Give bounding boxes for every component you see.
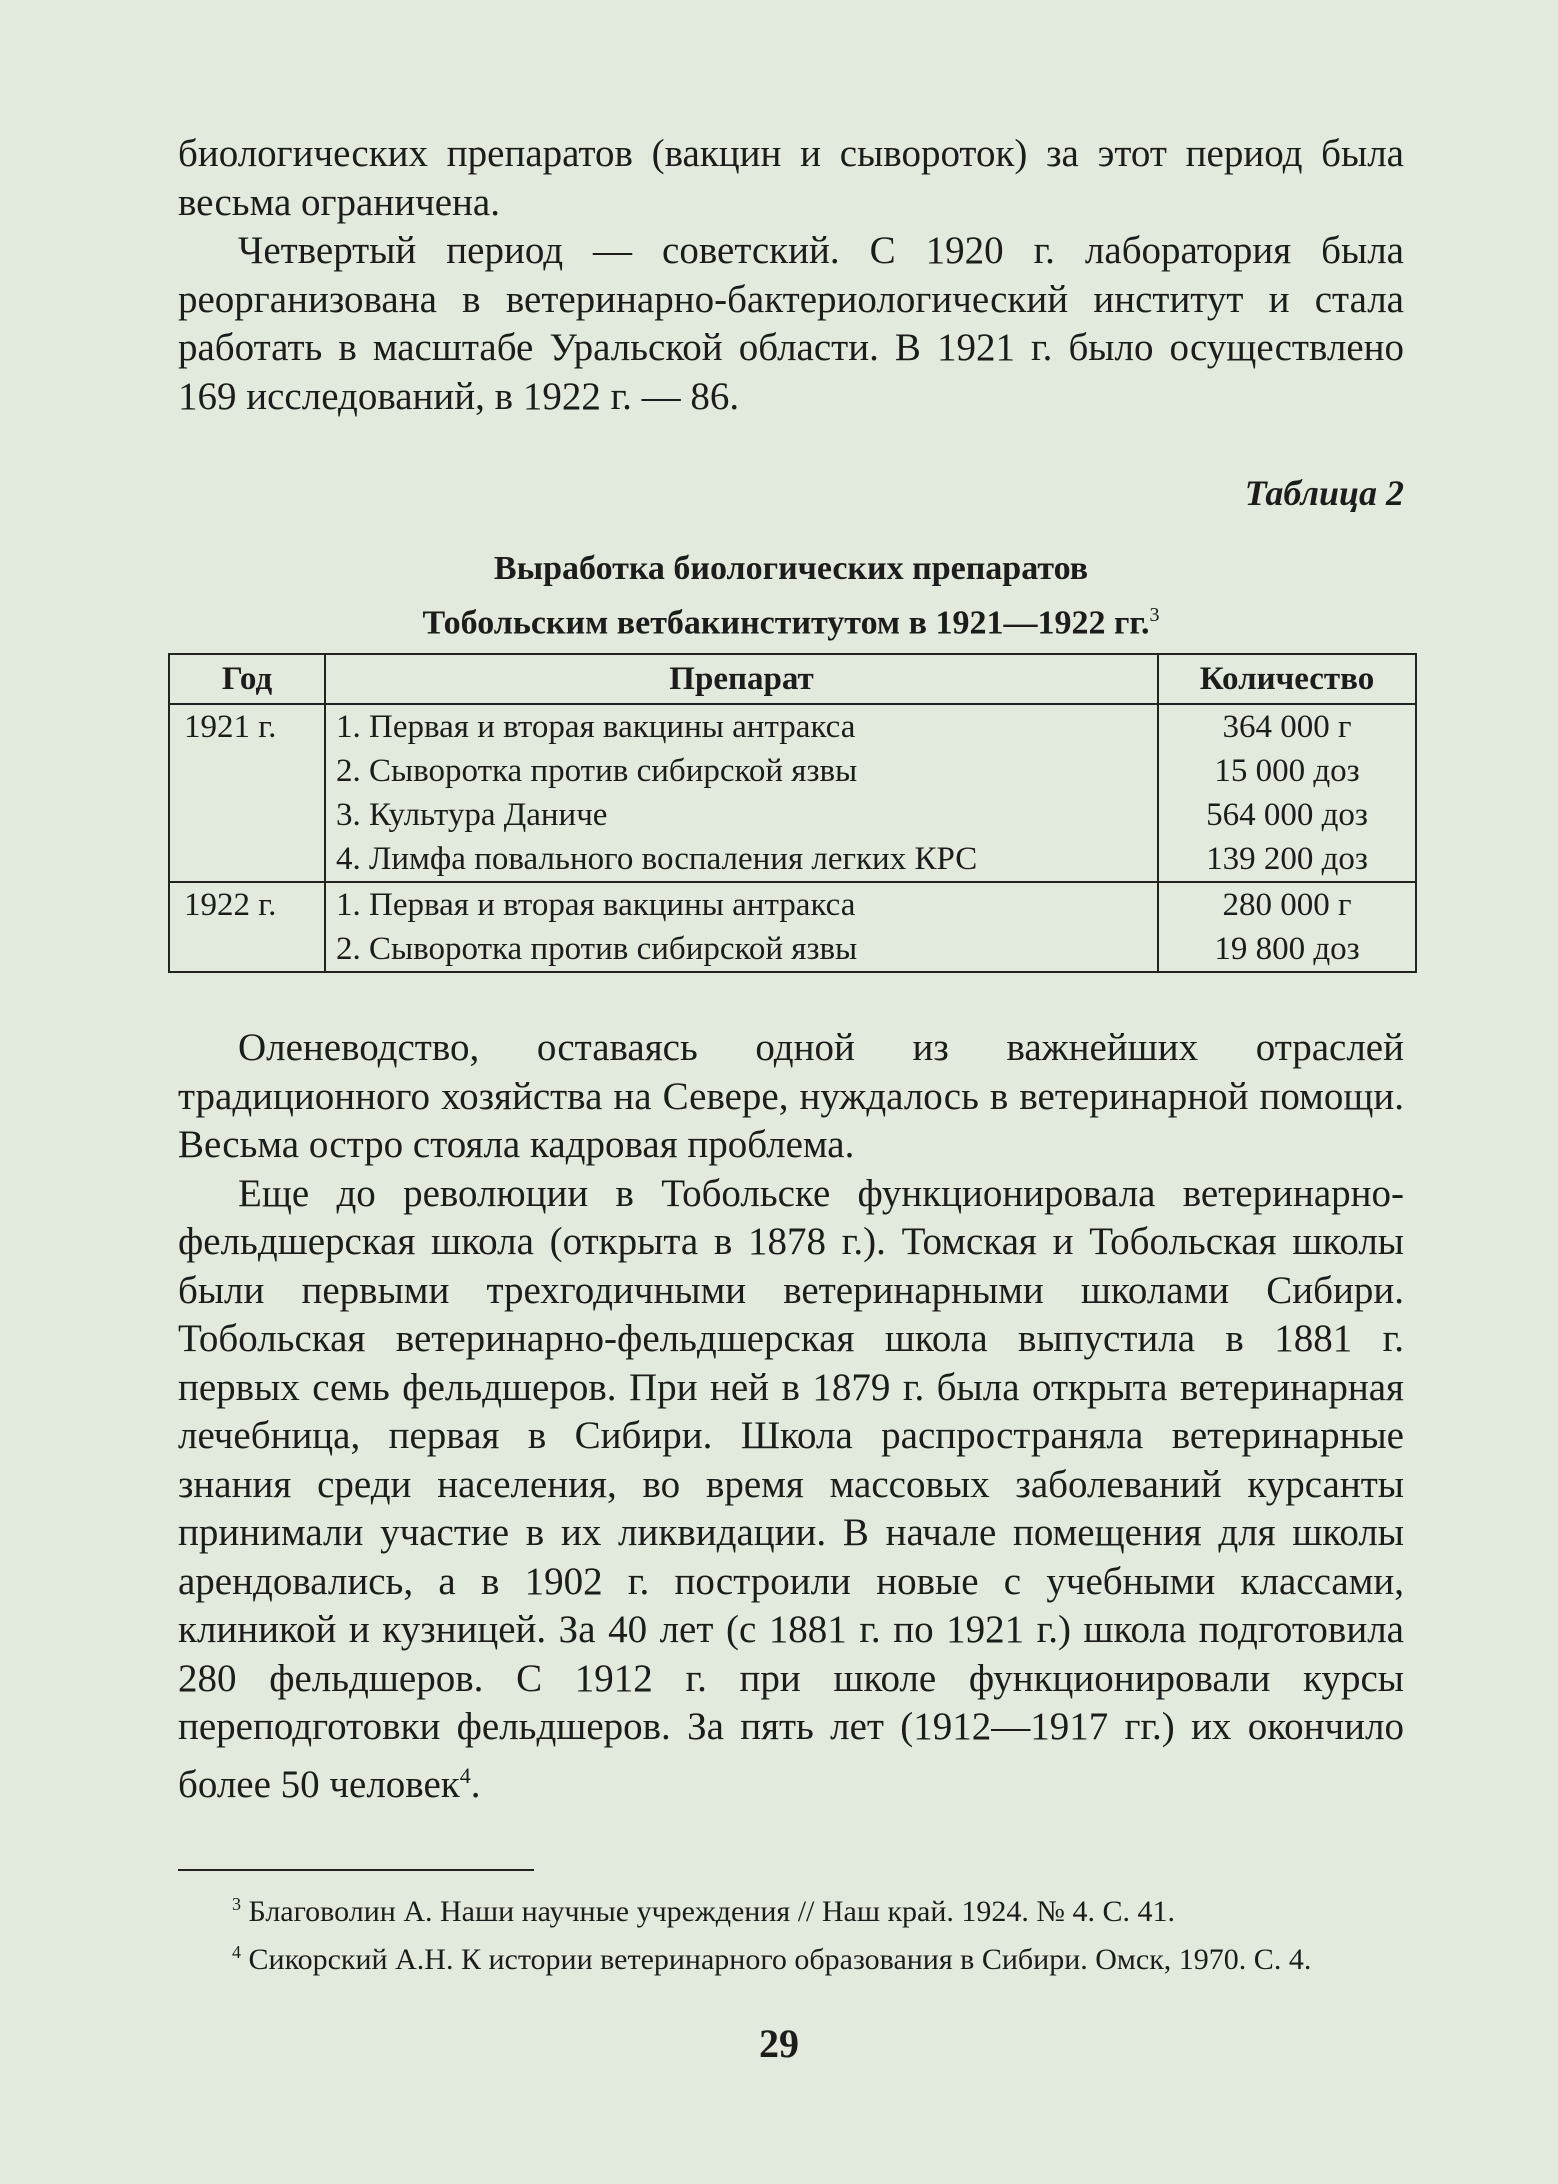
bottom-text [178, 1024, 1404, 1809]
cell-year: 1921 г. [169, 704, 325, 749]
cell-quantity: 19 800 доз [1158, 927, 1416, 972]
preparations-table [168, 653, 1417, 973]
cell-year [169, 793, 325, 837]
header-preparation: Препарат [325, 654, 1158, 704]
table-row [169, 837, 1416, 882]
cell-year [169, 837, 325, 882]
cell-year: 1922 г. [169, 882, 325, 927]
footnote-item: $^3$ Благоволин А. Наши научные учреждения // Наш край. 1924. № 4. С. 41. [232, 1894, 1176, 1928]
table-row [169, 749, 1416, 793]
top-text [178, 130, 1404, 421]
cell-quantity: 139 200 доз [1158, 837, 1416, 882]
table-header-row [169, 654, 1416, 704]
cell-preparation: 2. Сыворотка против сибирской язвы [325, 927, 1158, 972]
footnote-divider [178, 1869, 534, 1871]
cell-preparation: 3. Культура Даниче [325, 793, 1158, 837]
footnote-item: $^4$ Сикорский А.Н. К истории ветеринарного образования в Сибири. Омск, 1970. С. 4. [232, 1942, 1312, 1976]
table-row [169, 927, 1416, 972]
paragraph-school: Еще до революции в Тобольске функционировала ветеринарно-фельдшерская школа (открыта в 1878 г.). Томская и Тобольская школы были первыми трехгодичными ветеринарными школами Сибири. Тобольская ветеринарно-фельдшерская школа выпустила в 1881 г. первых семь фельдшеров. При ней в 1879 г. была открыта ветеринарная лечебница, первая в Сибири. Школа распространяла ветеринарные знания среди населения, во время массовых заболеваний курсанты принимали участие в их ликвидации. В начале помещения для школы арендовались, а в 1902 г. построили новые с учебными классами, клиникой и кузницей. За 40 лет (с 1881 г. по 1921 г.) школа подготовила 280 фельдшеров. С 1912 г. при школе функционировали курсы переподготовки фельдшеров. За пять лет (1912—1917 гг.) их окончило более 50 человек$^4$. [178, 1171, 1404, 1806]
table-title-line2: Тобольским ветбакинститутом в 1921—1922 гг.$^3$ [422, 604, 1160, 642]
cell-year [169, 927, 325, 972]
table-label: Таблица 2 [1244, 473, 1404, 513]
table-footnote-ref: 3 [1149, 604, 1160, 626]
footnotes [178, 1884, 1404, 1980]
cell-year [169, 749, 325, 793]
cell-quantity: 364 000 г [1158, 704, 1416, 749]
table-row [169, 793, 1416, 837]
page-number: 29 [759, 2021, 799, 2066]
cell-preparation: 4. Лимфа повального воспаления легких КРС [325, 837, 1158, 882]
paragraph-continued: биологических препаратов (вакцин и сывороток) за этот период была весьма ограничена. [178, 132, 1404, 224]
table-row [169, 882, 1416, 927]
cell-preparation: 2. Сыворотка против сибирской язвы [325, 749, 1158, 793]
table-row [169, 704, 1416, 749]
cell-quantity: 280 000 г [1158, 882, 1416, 927]
cell-quantity: 564 000 доз [1158, 793, 1416, 837]
table-title-line1: Выработка биологических препаратов [493, 550, 1089, 587]
header-quantity: Количество [1158, 654, 1416, 704]
cell-preparation: 1. Первая и вторая вакцины антракса [325, 882, 1158, 927]
paragraph-soviet-period: Четвертый период — советский. С 1920 г. лаборатория была реорганизована в ветеринарно-бактериологический институт и стала работать в масштабе Уральской области. В 1921 г. было осуществлено 169 исследований, в 1922 г. — 86. [178, 229, 1404, 418]
cell-quantity: 15 000 доз [1158, 749, 1416, 793]
table-title [178, 546, 1404, 646]
header-year: Год [169, 654, 325, 704]
footnote-ref: 4 [459, 1762, 471, 1788]
cell-preparation: 1. Первая и вторая вакцины антракса [325, 704, 1158, 749]
paragraph-reindeer: Оленеводство, оставаясь одной из важнейших отраслей традиционного хозяйства на Севере, нуждалось в ветеринарной помощи. Весьма остро стояла кадровая проблема. [178, 1026, 1404, 1166]
